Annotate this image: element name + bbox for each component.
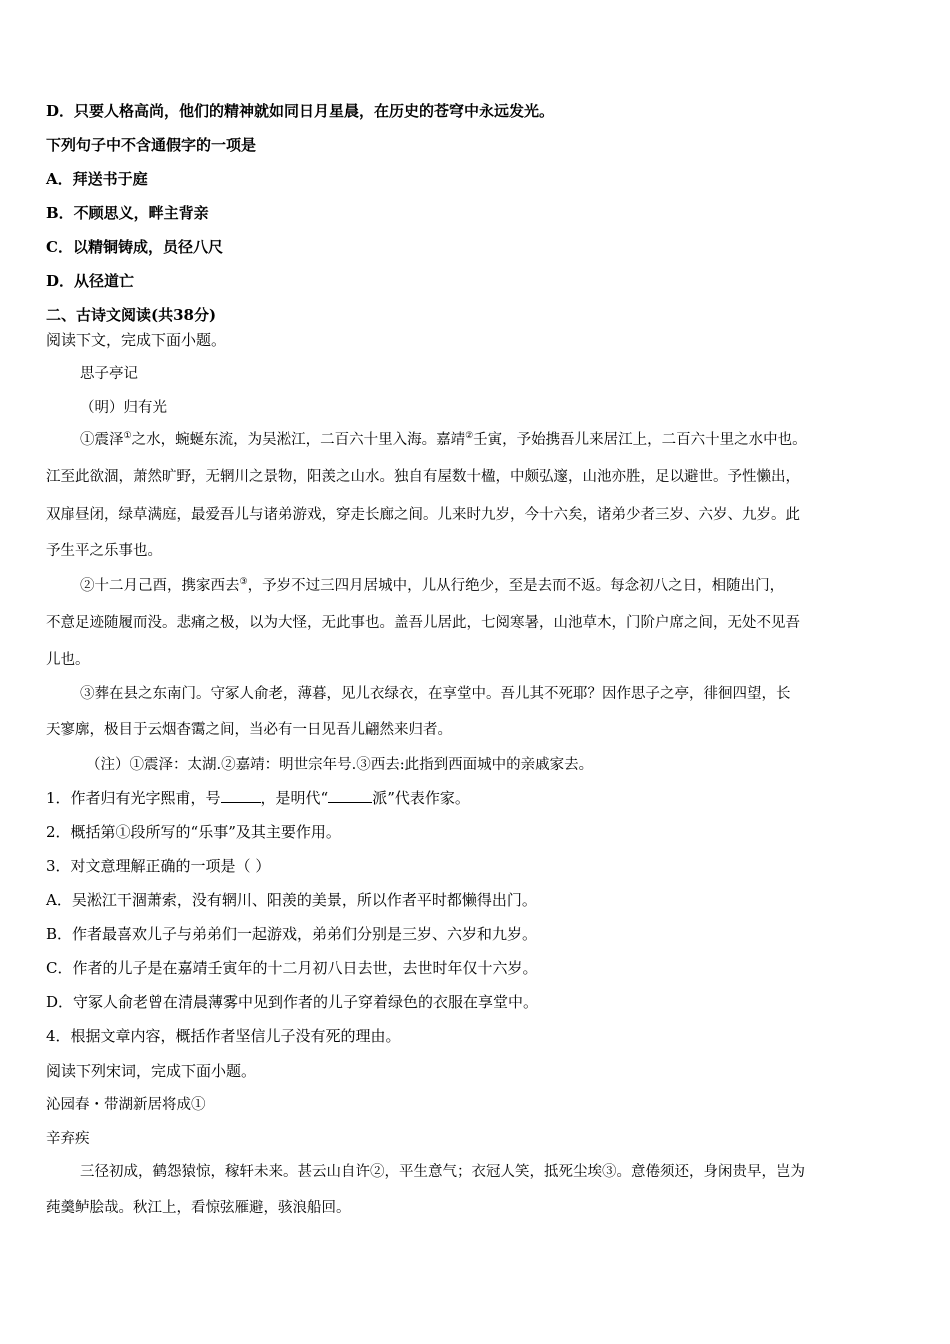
question-2: 2．概括第①段所写的“乐事”及其主要作用。 [46, 823, 341, 841]
passage-paragraph-2-line-3: 儿也。 [46, 652, 90, 668]
jiajie-question-stem: 下列句子中不含通假字的一项是 [46, 136, 257, 154]
question-1: 1．作者归有光字熙甫，号 ，是明代“ 派”代表作家。 [46, 789, 470, 807]
passage-notes: （注）①震泽：太湖.②嘉靖：明世宗年号.③西去:此指到西面城中的亲戚家去。 [86, 757, 594, 773]
section-intro: 阅读下文，完成下面小题。 [46, 331, 227, 349]
passage-paragraph-2-line-2: 不意足迹随履而没。悲痛之极，以为大怪，无此事也。盖吾儿居此，七阅寒暑，山池草木，门阶户席之间，无处不见吾 [46, 615, 800, 631]
passage-paragraph-3-line-1: ③葬在县之东南门。守冢人俞老，薄暮，见儿衣绿衣，在享堂中。吾儿其不死耶？因作思子之亭，徘徊四望，长 [80, 686, 791, 702]
question-3-option-c: C．作者的儿子是在嘉靖壬寅年的十二月初八日去世，去世时年仅十六岁。 [46, 959, 538, 977]
ci-line-2: 莼羹鲈脍哉。秋江上，看惊弦雁避，骇浪船回。 [46, 1200, 351, 1216]
passage-author: （明）归有光 [80, 400, 167, 416]
question-3-option-a: A．吴淞江干涸萧索，没有辋川、阳羡的美景，所以作者平时都懒得出门。 [46, 891, 537, 909]
passage-paragraph-1-line-3: 双扉昼闭，绿草满庭，最爱吾儿与诸弟游戏，穿走长廊之间。儿来时九岁，今十六矣，诸弟少者三岁、六岁、九岁。此 [46, 507, 800, 523]
ci-intro: 阅读下列宋词，完成下面小题。 [46, 1062, 257, 1080]
passage-paragraph-1-line-2: 江至此欲涸，萧然旷野，无辋川之景物，阳羡之山水。独自有屋数十楹，中颇弘邃，山池亦胜，足以避世。予性懒出， [46, 469, 800, 485]
question-3-stem: 3．对文意理解正确的一项是（ ） [46, 857, 271, 875]
passage-paragraph-1-line-1: ①震泽①之水，蜿蜒东流，为吴淞江，二百六十里入海。嘉靖②壬寅，予始携吾儿来居江上，二百六十里之水中也。 [80, 431, 807, 448]
jiajie-option-a: A．拜送书于庭 [46, 170, 148, 188]
passage-paragraph-1-line-4: 予生平之乐事也。 [46, 543, 162, 559]
jiajie-option-d: D．从径道亡 [46, 272, 135, 290]
answer-blank[interactable] [221, 788, 261, 803]
ci-line-1: 三径初成，鹤怨猿惊，稼轩未来。甚云山自许②，平生意气；衣冠人笑，抵死尘埃③。意倦须还，身闲贵早，岂为 [80, 1164, 805, 1180]
passage-paragraph-3-line-2: 天寥廓，极目于云烟杳霭之间，当必有一日见吾儿翩然来归者。 [46, 722, 452, 738]
question-4: 4．根据文章内容，概括作者坚信儿子没有死的理由。 [46, 1027, 401, 1045]
jiajie-option-b: B．不顾思义，畔主背亲 [46, 204, 209, 222]
passage-paragraph-2-line-1: ②十二月己酉，携家西去③，予岁不过三四月居城中，儿从行绝少，至是去而不返。每念初八之日，相随出门， [80, 577, 785, 594]
passage-title: 思子亭记 [80, 366, 138, 382]
question-3-option-d: D．守冢人俞老曾在清晨薄雾中见到作者的儿子穿着绿色的衣服在享堂中。 [46, 993, 539, 1011]
prev-question-option-d: D．只要人格高尚，他们的精神就如同日月星晨，在历史的苍穹中永远发光。 [46, 102, 555, 120]
ci-title: 沁园春・带湖新居将成① [46, 1097, 206, 1113]
question-3-option-b: B．作者最喜欢儿子与弟弟们一起游戏，弟弟们分别是三岁、六岁和九岁。 [46, 925, 538, 943]
ci-author: 辛弃疾 [46, 1131, 90, 1147]
section-heading: 二、古诗文阅读(共38分) [46, 306, 217, 324]
jiajie-option-c: C．以精铜铸成，员径八尺 [46, 238, 223, 256]
answer-blank[interactable] [328, 788, 372, 803]
